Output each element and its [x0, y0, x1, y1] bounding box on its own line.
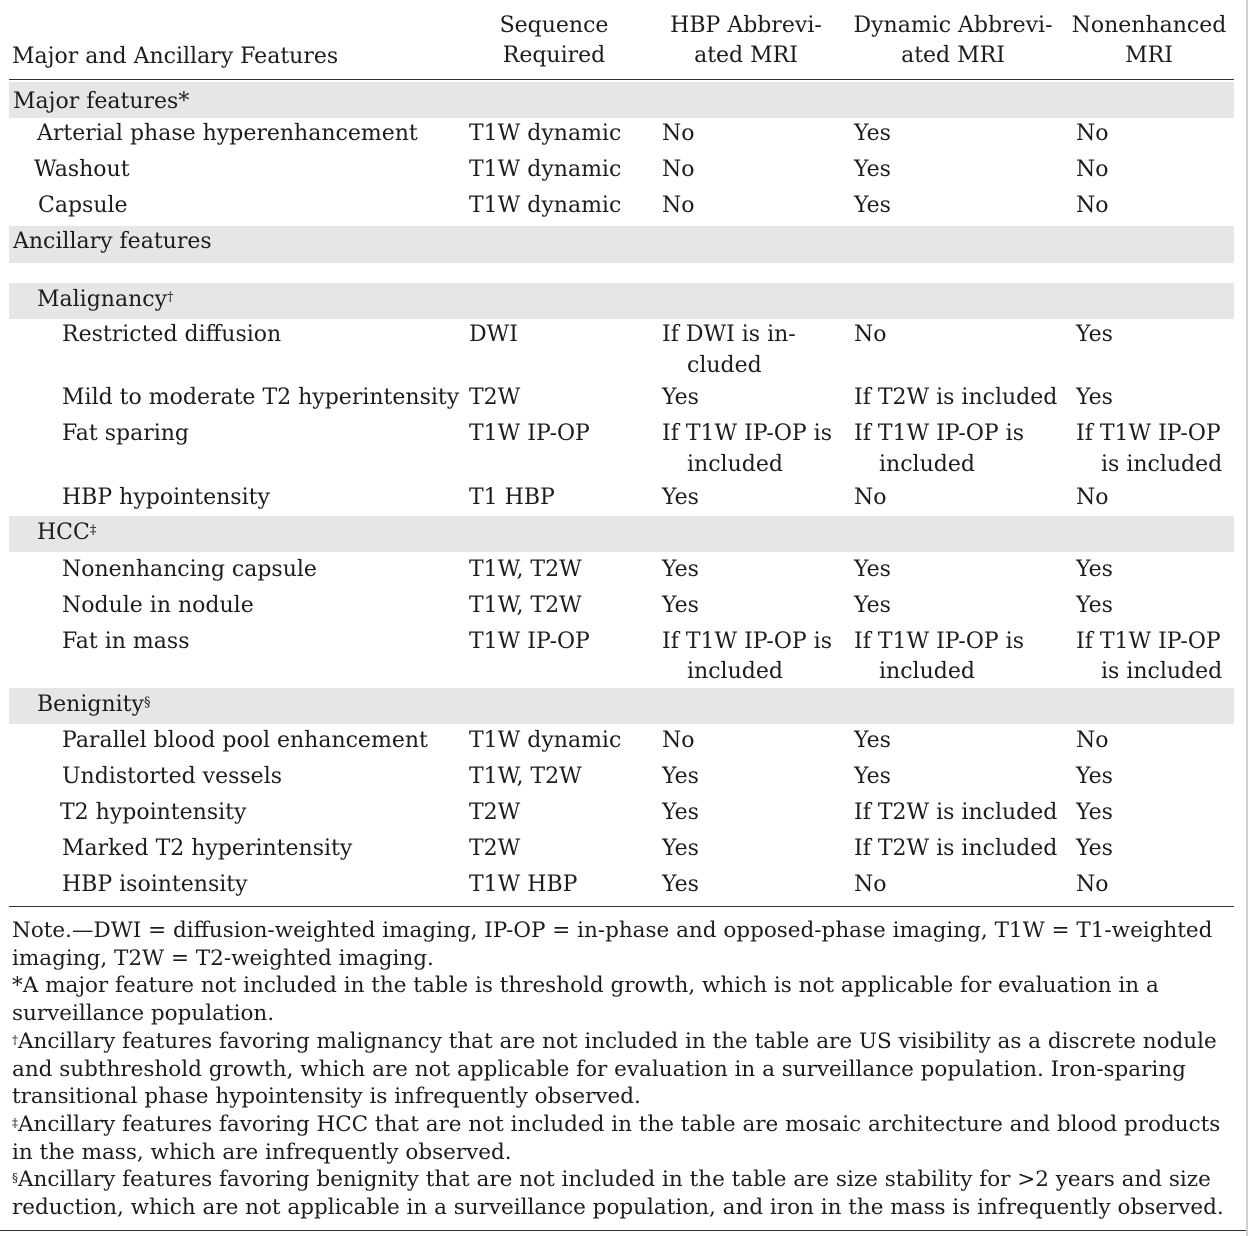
dynamic-cell: No — [854, 322, 887, 347]
footnote-benignity — [12, 1166, 1234, 1221]
header-dynamic-line2: ated MRI — [901, 43, 1005, 68]
feature-cell: T2 hypointensity — [60, 800, 247, 825]
dynamic-cell: If T2W is included — [854, 836, 1058, 861]
section-benignity — [37, 689, 150, 720]
table-bottom-rule — [9, 906, 1234, 907]
dynamic-cell: Yes — [854, 557, 891, 582]
dynamic-cell: No — [854, 485, 887, 510]
nonenhanced-cell: No — [1076, 157, 1109, 182]
hbp-cell: Yes — [662, 764, 699, 789]
nonenhanced-cell: Yes — [1076, 800, 1113, 825]
sequence-cell: T1W dynamic — [469, 157, 622, 182]
hbp-cell: Yes — [662, 800, 699, 825]
footnote-malignancy — [12, 1028, 1234, 1111]
dynamic-cell: Yes — [854, 593, 891, 618]
double-dagger-mark: ‡ — [89, 523, 97, 538]
dagger-mark: † — [12, 1032, 18, 1047]
header-nonenhanced-line2: MRI — [1125, 43, 1173, 68]
section-band-major — [9, 82, 1234, 118]
sequence-cell: T1W HBP — [469, 872, 578, 897]
sequence-cell: T1W dynamic — [469, 193, 622, 218]
header-hbp-line2: ated MRI — [694, 43, 798, 68]
footnote-bottom-rule — [0, 1230, 1246, 1231]
hbp-cell: No — [662, 728, 695, 753]
hbp-cell-continued: cluded — [687, 353, 762, 378]
sequence-cell: T1W dynamic — [469, 728, 622, 753]
double-dagger-mark: ‡ — [12, 1115, 18, 1130]
feature-cell: Capsule — [38, 193, 128, 218]
header-hbp-abbreviated — [655, 11, 837, 71]
feature-cell: Fat sparing — [62, 421, 190, 446]
section-band-benignity — [9, 688, 1234, 724]
footnote-major: *A major feature not included in the table is threshold growth, which is not applicable for evaluation in a surveillance population. — [12, 973, 1159, 1027]
dynamic-cell: Yes — [854, 157, 891, 182]
hbp-cell-continued: included — [687, 659, 783, 684]
feature-cell: Washout — [34, 157, 130, 182]
feature-cell: Arterial phase hyperenhancement — [37, 121, 418, 146]
feature-cell: Restricted diffusion — [62, 322, 282, 347]
nonenhanced-cell: No — [1076, 193, 1109, 218]
nonenhanced-cell: Yes — [1076, 593, 1113, 618]
feature-cell: Mild to moderate T2 hyperintensity — [62, 385, 460, 410]
section-ancillary: Ancillary features — [13, 229, 212, 254]
feature-cell: Fat in mass — [62, 629, 190, 654]
sequence-cell: T2W — [469, 800, 521, 825]
footnote-hcc — [12, 1111, 1234, 1166]
dynamic-cell: No — [854, 872, 887, 897]
hbp-cell: No — [662, 157, 695, 182]
nonenhanced-cell-continued: is included — [1101, 659, 1223, 684]
header-feature: Major and Ancillary Features — [12, 44, 339, 69]
sequence-cell: T1W IP-OP — [469, 421, 590, 446]
hbp-cell: Yes — [662, 872, 699, 897]
dagger-mark: † — [167, 290, 174, 305]
hbp-cell: Yes — [662, 593, 699, 618]
nonenhanced-cell: Yes — [1076, 764, 1113, 789]
dynamic-cell: Yes — [854, 764, 891, 789]
feature-cell: Nodule in nodule — [62, 593, 254, 618]
nonenhanced-cell: No — [1076, 872, 1109, 897]
feature-cell: HBP isointensity — [62, 872, 248, 897]
dynamic-cell: If T2W is included — [854, 800, 1058, 825]
section-mark: § — [143, 695, 151, 710]
hbp-cell: If DWI is in- — [662, 322, 796, 347]
hbp-cell: Yes — [662, 485, 699, 510]
sequence-cell: T1W dynamic — [469, 121, 622, 146]
sequence-cell: T1 HBP — [469, 485, 555, 510]
nonenhanced-cell: Yes — [1076, 557, 1113, 582]
footnote-benignity-text: Ancillary features favoring benignity that are not included in the table are size stability for >2 years and size reduction, which are not applicable in a surveillance population, and iron in the mass is infrequently observed. — [12, 1167, 1224, 1221]
footnote-hcc-text: Ancillary features favoring HCC that are not included in the table are mosaic architecture and blood products in the mass, which are infrequently observed. — [12, 1111, 1221, 1165]
section-hcc — [37, 517, 96, 548]
feature-cell: Nonenhancing capsule — [62, 557, 317, 582]
header-rule — [9, 79, 1234, 80]
nonenhanced-cell-continued: is included — [1101, 452, 1223, 477]
sequence-cell: T1W, T2W — [469, 764, 582, 789]
header-dynamic-line1: Dynamic Abbrevi- — [853, 13, 1053, 38]
hbp-cell: No — [662, 193, 695, 218]
sequence-cell: T2W — [469, 385, 521, 410]
nonenhanced-cell: No — [1076, 121, 1109, 146]
nonenhanced-cell: No — [1076, 728, 1109, 753]
dynamic-cell: Yes — [854, 728, 891, 753]
table-footnotes — [12, 917, 1234, 1222]
dynamic-cell: Yes — [854, 121, 891, 146]
section-benignity-label: Benignity — [37, 692, 144, 717]
header-nonenhanced — [1068, 11, 1230, 71]
footnote-abbreviations: Note.—DWI = diffusion-weighted imaging, IP-OP = in-phase and opposed-phase imaging, T1W = T1-weighted imaging, T2W = T2-weighted imaging. — [12, 918, 1213, 971]
section-mark: § — [12, 1171, 18, 1186]
feature-cell: Parallel blood pool enhancement — [62, 728, 428, 753]
nonenhanced-cell: Yes — [1076, 385, 1113, 410]
feature-cell: HBP hypointensity — [62, 485, 270, 510]
feature-cell: Marked T2 hyperintensity — [62, 836, 353, 861]
sequence-cell: T1W, T2W — [469, 557, 582, 582]
dynamic-cell: If T1W IP-OP is — [854, 421, 1024, 446]
dynamic-cell: If T2W is included — [854, 385, 1058, 410]
nonenhanced-cell: Yes — [1076, 322, 1113, 347]
nonenhanced-cell: Yes — [1076, 836, 1113, 861]
dynamic-cell: If T1W IP-OP is — [854, 629, 1024, 654]
sequence-cell: T1W, T2W — [469, 593, 582, 618]
section-hcc-label: HCC — [37, 520, 90, 545]
header-dynamic-abbreviated — [846, 11, 1060, 71]
section-malignancy-label: Malignancy — [37, 287, 168, 312]
hbp-cell: If T1W IP-OP is — [662, 629, 832, 654]
hbp-cell: No — [662, 121, 695, 146]
dynamic-cell: Yes — [854, 193, 891, 218]
section-band-malignancy — [9, 283, 1234, 319]
nonenhanced-cell: If T1W IP-OP — [1076, 421, 1221, 446]
sequence-cell: DWI — [469, 322, 518, 347]
hbp-cell-continued: included — [687, 452, 783, 477]
hbp-cell: Yes — [662, 836, 699, 861]
section-band-hcc — [9, 516, 1234, 552]
header-sequence-line1: Sequence — [499, 13, 609, 38]
sequence-cell: T1W IP-OP — [469, 629, 590, 654]
header-sequence-line2: Required — [502, 43, 606, 68]
nonenhanced-cell: If T1W IP-OP — [1076, 629, 1221, 654]
dynamic-cell-continued: included — [879, 659, 975, 684]
section-malignancy — [37, 284, 174, 315]
hbp-cell: If T1W IP-OP is — [662, 421, 832, 446]
hbp-cell: Yes — [662, 557, 699, 582]
sequence-cell: T2W — [469, 836, 521, 861]
header-sequence — [474, 11, 634, 71]
page-edge — [1246, 0, 1248, 1236]
feature-cell: Undistorted vessels — [62, 764, 283, 789]
section-major: Major features* — [13, 89, 190, 114]
nonenhanced-cell: No — [1076, 485, 1109, 510]
dynamic-cell-continued: included — [879, 452, 975, 477]
footnote-malignancy-text: Ancillary features favoring malignancy that are not included in the table are US visibility as a discrete nodule and subthreshold growth, which are not applicable for evaluation in a surveillance population. Iron-sparing transitional phase hypointensity is infrequently observed. — [12, 1028, 1217, 1110]
header-nonenhanced-line1: Nonenhanced — [1071, 13, 1227, 38]
hbp-cell: Yes — [662, 385, 699, 410]
header-hbp-line1: HBP Abbrevi- — [670, 13, 822, 38]
